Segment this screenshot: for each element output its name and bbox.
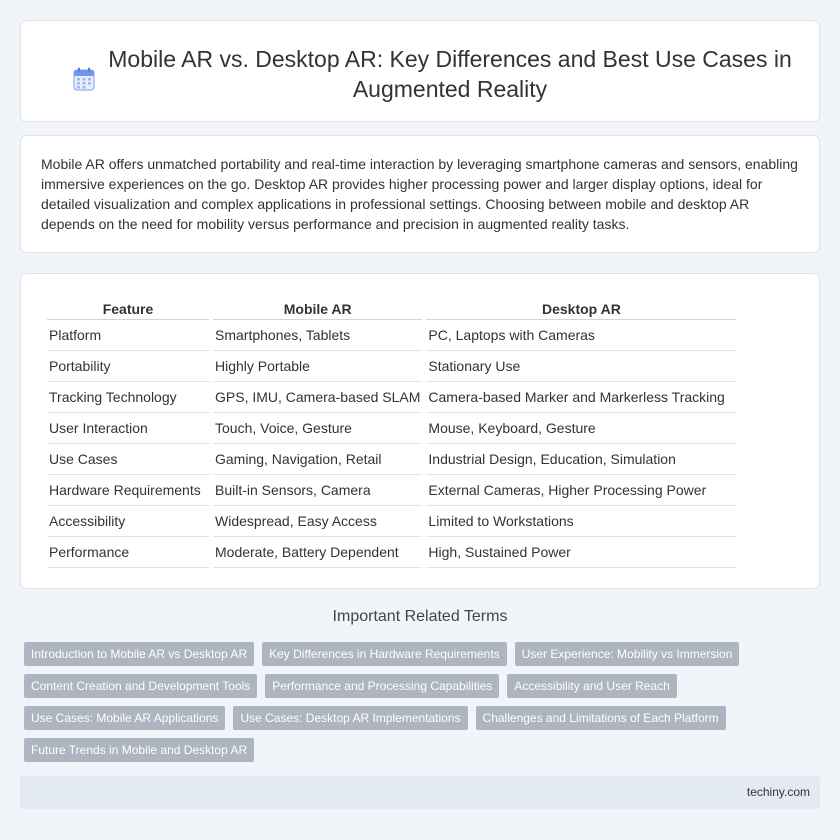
related-term-tag[interactable]: Use Cases: Desktop AR Implementations: [233, 706, 467, 730]
cell-desktop-ar: Industrial Design, Education, Simulation: [426, 444, 736, 475]
table-body: [47, 320, 736, 568]
cell-feature: Accessibility: [47, 506, 209, 537]
cell-desktop-ar: External Cameras, Higher Processing Power: [426, 475, 736, 506]
table-row: [47, 537, 736, 568]
cell-mobile-ar: Touch, Voice, Gesture: [213, 413, 422, 444]
cell-desktop-ar: Stationary Use: [426, 351, 736, 382]
related-term-tag[interactable]: Introduction to Mobile AR vs Desktop AR: [24, 642, 254, 666]
cell-mobile-ar: Smartphones, Tablets: [213, 320, 422, 351]
cell-mobile-ar: Highly Portable: [213, 351, 422, 382]
cell-feature: Tracking Technology: [47, 382, 209, 413]
cell-mobile-ar: Moderate, Battery Dependent: [213, 537, 422, 568]
footer-brand[interactable]: techiny.com: [746, 785, 810, 799]
table-header-row: [47, 294, 736, 320]
related-term-tag[interactable]: Use Cases: Mobile AR Applications: [24, 706, 225, 730]
related-term-tag[interactable]: User Experience: Mobility vs Immersion: [515, 642, 740, 666]
intro-paragraph: Mobile AR offers unmatched portability and real-time interaction by leveraging smartphone cameras and sensors, enabling immersive experiences on the go. Desktop AR provides higher processing power and larger display options, ideal for detailed visualization and complex applications in professional settings. Choosing between mobile and desktop AR depends on the need for mobility versus performance and precision in augmented reality tasks.: [41, 156, 798, 232]
table-row: [47, 320, 736, 351]
cell-feature: Performance: [47, 537, 209, 568]
cell-feature: Use Cases: [47, 444, 209, 475]
cell-feature: Portability: [47, 351, 209, 382]
related-term-tag[interactable]: Performance and Processing Capabilities: [265, 674, 499, 698]
header-desktop-ar: Desktop AR: [426, 294, 736, 320]
table-row: [47, 475, 736, 506]
related-terms-heading: Important Related Terms: [332, 608, 508, 625]
related-term-tag[interactable]: Accessibility and User Reach: [507, 674, 676, 698]
cell-feature: User Interaction: [47, 413, 209, 444]
comparison-table-card: [20, 273, 820, 589]
table-row: [47, 351, 736, 382]
related-term-tag[interactable]: Content Creation and Development Tools: [24, 674, 257, 698]
cell-mobile-ar: GPS, IMU, Camera-based SLAM: [213, 382, 422, 413]
cell-desktop-ar: Limited to Workstations: [426, 506, 736, 537]
footer: [20, 776, 820, 809]
header-mobile-ar: Mobile AR: [213, 294, 422, 320]
cell-desktop-ar: PC, Laptops with Cameras: [426, 320, 736, 351]
table-row: [47, 413, 736, 444]
cell-mobile-ar: Gaming, Navigation, Retail: [213, 444, 422, 475]
intro-card: [20, 135, 820, 253]
cell-feature: Platform: [47, 320, 209, 351]
table-row: [47, 506, 736, 537]
cell-feature: Hardware Requirements: [47, 475, 209, 506]
cell-desktop-ar: Mouse, Keyboard, Gesture: [426, 413, 736, 444]
table-row: [47, 382, 736, 413]
related-term-tag[interactable]: Challenges and Limitations of Each Platform: [476, 706, 726, 730]
table-row: [47, 444, 736, 475]
related-term-tag[interactable]: Future Trends in Mobile and Desktop AR: [24, 738, 254, 762]
comparison-table: [43, 294, 740, 568]
page-title: Mobile AR vs. Desktop AR: Key Differences and Best Use Cases in Augmented Reality: [108, 46, 792, 102]
cell-desktop-ar: High, Sustained Power: [426, 537, 736, 568]
cell-mobile-ar: Widespread, Easy Access: [213, 506, 422, 537]
header-feature: Feature: [47, 294, 209, 320]
related-terms-list: [24, 642, 804, 762]
cell-desktop-ar: Camera-based Marker and Markerless Tracking: [426, 382, 736, 413]
related-term-tag[interactable]: Key Differences in Hardware Requirements: [262, 642, 507, 666]
title-card: [20, 20, 820, 122]
cell-mobile-ar: Built-in Sensors, Camera: [213, 475, 422, 506]
